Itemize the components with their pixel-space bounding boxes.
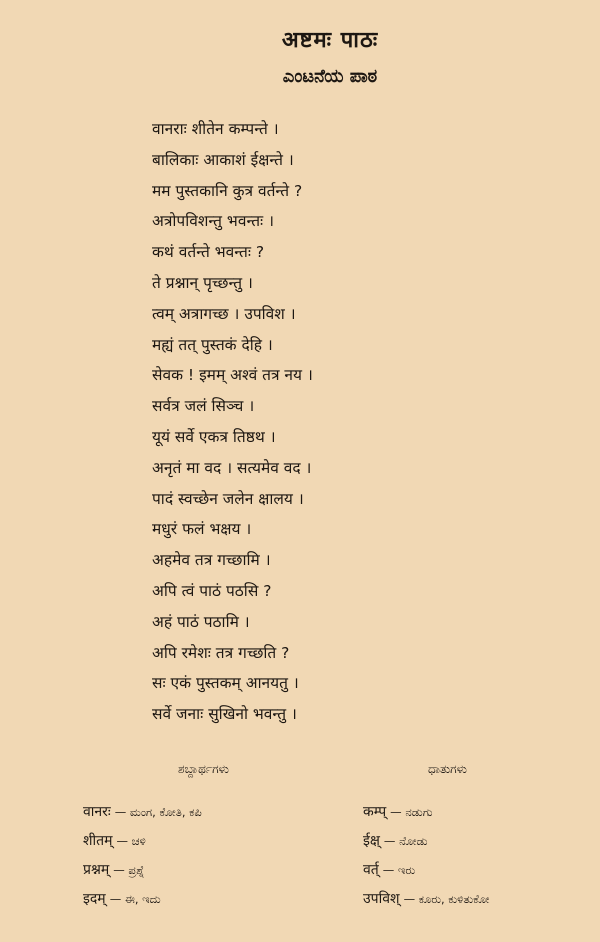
sentence: अनृतं मा वद । सत्यमेव वद । [152,458,312,477]
sentence: त्वम् अत्रागच्छ । उपविश । [152,304,296,323]
word-meaning: — ಪ್ರಶ್ನೆ [113,863,145,877]
lesson-title: अष्टमः पाठः [281,28,379,53]
sentence-list [152,114,452,730]
sentence: यूयं सर्वे एकत्र तिष्ठथ । [152,427,276,446]
root-meaning: — ನೋಡು [383,834,428,848]
word-entry [83,856,202,885]
root-term: ईक्ष् [363,833,380,849]
sentence: सर्वे जनाः सुखिनो भवन्तु । [152,705,297,724]
root-entry [363,885,489,914]
word-meanings-list [83,798,202,914]
word-meaning: — ಚಳಿ [116,834,146,848]
word-term: इदम् [83,891,106,907]
sentence: मह्यं तत् पुस्तकं देहि । [152,335,273,354]
word-entry [83,827,202,856]
word-term: वानरः [83,804,111,820]
sentence: मधुरं फलं भक्षय । [152,520,252,539]
sentence: सेवक ! इमम् अश्वं तत्र नय । [152,366,313,385]
root-entry [363,856,489,885]
sentence: बालिकाः आकाशं ईक्षन्ते । [152,150,294,169]
root-meaning: — ಕೂರು, ಕುಳಿತುಕೋ [403,892,490,906]
word-meaning: — ಈ, ಇದು [109,892,161,906]
word-term: प्रश्नम् [83,862,110,878]
word-entry [83,798,202,827]
root-entry [363,827,489,856]
sentence: अपि रमेशः तत्र गच्छति ? [152,643,290,662]
word-entry [83,885,202,914]
sentence: सर्वत्र जलं सिञ्च । [152,397,255,416]
word-term: शीतम् [83,833,113,849]
root-meanings-list [363,798,489,914]
word-meaning: — ಮಂಗ, ಕೋತಿ, ಕಪಿ [114,805,202,819]
root-meaning: — ಇರು [382,863,416,877]
sentence: अपि त्वं पाठं पठसि ? [152,581,272,600]
root-meaning: — ನಡುಗು [390,805,433,819]
root-term: वर्त् [363,862,379,878]
sentence: वानराः शीतेन कम्पन्ते । [152,120,279,138]
sentence: ते प्रश्नान् पृच्छन्तु । [152,273,253,292]
sentence: पादं स्वच्छेन जलेन क्षालय । [152,489,304,508]
sentence: सः एकं पुस्तकम् आनयतु । [152,674,299,693]
root-term: कम्प् [363,804,387,820]
sentence: अहं पाठं पठामि । [152,612,250,631]
sentence: मम पुस्तकानि कुत्र वर्तन्ते ? [152,181,303,200]
lesson-subtitle: ಎಂಟನೆಯ ಪಾಠ [282,66,378,87]
root-term: उपविश् [363,891,400,907]
words-heading: ಶಬ್ದಾರ್ಥಗಳು [178,762,229,776]
root-entry [363,798,489,827]
sentence: कथं वर्तन्ते भवन्तः ? [152,243,265,262]
sentence: अत्रोपविशन्तु भवन्तः । [152,212,274,231]
roots-heading: ಧಾತುಗಳು [428,762,467,776]
sentence: अहमेव तत्र गच्छामि । [152,551,271,570]
